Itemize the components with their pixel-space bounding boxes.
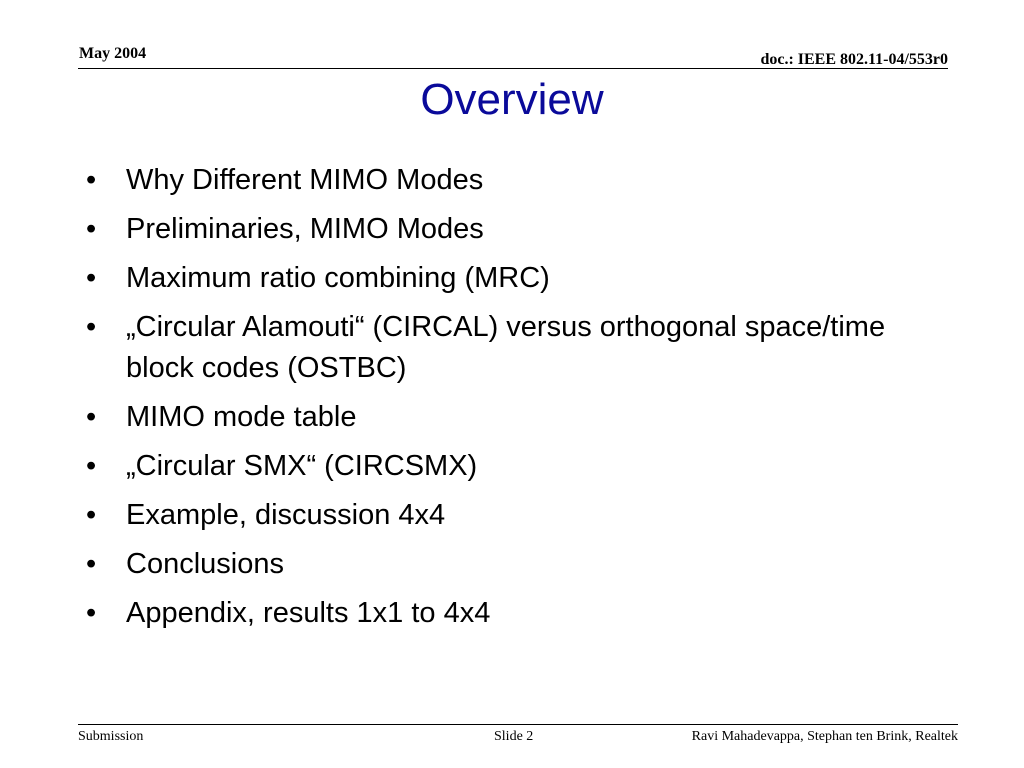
header-doc-id: doc.: IEEE 802.11-04/553r0	[760, 51, 948, 68]
bullet-text: Example, discussion 4x4	[126, 499, 446, 531]
bullet-dot-icon: •	[86, 164, 97, 196]
bullet-item	[86, 307, 886, 389]
bullet-text: Conclusions	[126, 548, 284, 580]
bullet-dot-icon: •	[86, 401, 97, 433]
bullet-item	[86, 544, 886, 585]
bullet-text: Maximum ratio combining (MRC)	[126, 262, 550, 294]
bullet-item	[86, 160, 886, 201]
bullet-text: Appendix, results 1x1 to 4x4	[126, 597, 491, 629]
bullet-dot-icon: •	[86, 262, 97, 294]
bullet-dot-icon: •	[86, 450, 97, 482]
footer-divider	[78, 724, 958, 725]
header-divider	[78, 68, 948, 69]
bullet-dot-icon: •	[86, 213, 97, 245]
bullet-item	[86, 397, 886, 438]
bullet-text: MIMO mode table	[126, 401, 357, 433]
bullet-item	[86, 209, 886, 250]
bullet-text: Why Different MIMO Modes	[126, 164, 484, 196]
slide-title: Overview	[420, 75, 604, 124]
header-date: May 2004	[79, 45, 147, 62]
bullet-dot-icon: •	[86, 499, 97, 531]
bullet-dot-icon: •	[86, 311, 97, 343]
bullet-dot-icon: •	[86, 548, 97, 580]
bullet-item	[86, 258, 886, 299]
bullet-item	[86, 495, 886, 536]
bullet-item	[86, 593, 886, 634]
bullet-item	[86, 446, 886, 487]
bullet-dot-icon: •	[86, 597, 97, 629]
bullet-text: „Circular Alamouti“ (CIRCAL) versus orthogonal space/time block codes (OSTBC)	[126, 311, 886, 384]
bullet-text: Preliminaries, MIMO Modes	[126, 213, 484, 245]
footer-authors: Ravi Mahadevappa, Stephan ten Brink, Realtek	[691, 729, 958, 744]
footer-slide-number: Slide 2	[494, 729, 534, 744]
bullet-list	[86, 160, 886, 642]
bullet-text: „Circular SMX“ (CIRCSMX)	[126, 450, 478, 482]
footer-submission: Submission	[78, 729, 144, 744]
